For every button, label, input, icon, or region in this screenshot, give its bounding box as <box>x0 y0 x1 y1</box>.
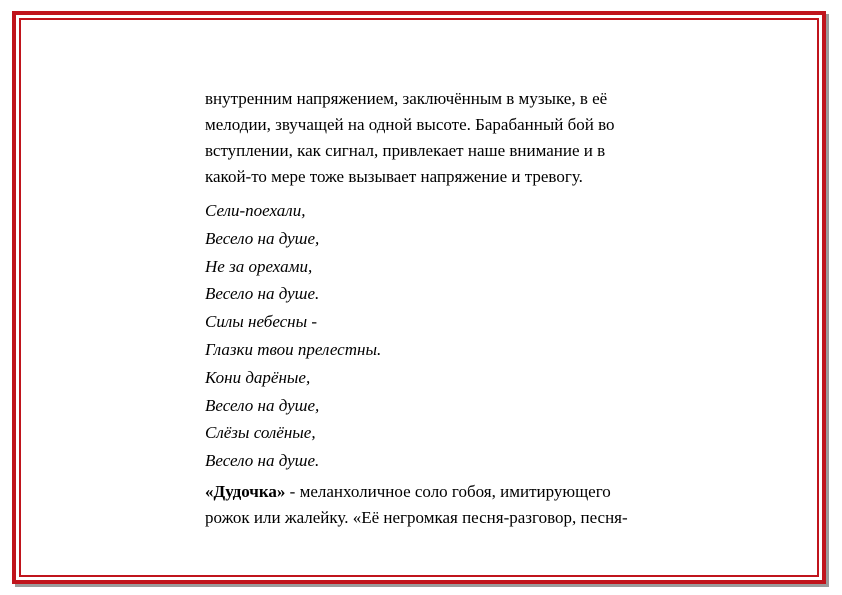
poem-line: Глазки твои прелестны. <box>205 339 382 359</box>
text-line: рожок или жалейку. «Её негромкая песня-разговор, песня- <box>205 507 628 527</box>
poem-line: Слёзы солёные, <box>205 423 316 443</box>
poem-line: Весело на душе, <box>205 228 320 248</box>
text-line: какой-то мере тоже вызывает напряжение и тревогу. <box>205 167 583 186</box>
text-line: вступлении, как сигнал, привлекает наше внимание и в <box>205 141 606 160</box>
text-line: мелодии, звучащей на одной высоте. Барабанный бой во <box>205 115 615 134</box>
poem-line: Кони дарёные, <box>205 367 311 387</box>
text-line: внутренним напряжением, заключённым в музыке, в её <box>205 89 608 108</box>
poem-line: Весело на душе, <box>205 395 320 415</box>
dudochka-term: «Дудочка» <box>205 481 286 501</box>
intro-paragraph <box>205 86 725 190</box>
dudochka-paragraph <box>205 479 725 531</box>
poem-line: Силы небесны - <box>205 312 318 332</box>
poem <box>205 197 725 475</box>
text-content <box>205 86 725 531</box>
poem-line: Весело на душе. <box>205 451 320 471</box>
poem-line: Не за орехами, <box>205 256 313 276</box>
poem-line: Весело на душе. <box>205 284 320 304</box>
text-line: - меланхоличное соло гобоя, имитирующего <box>285 481 611 501</box>
poem-line: Сели-поехали, <box>205 201 306 220</box>
